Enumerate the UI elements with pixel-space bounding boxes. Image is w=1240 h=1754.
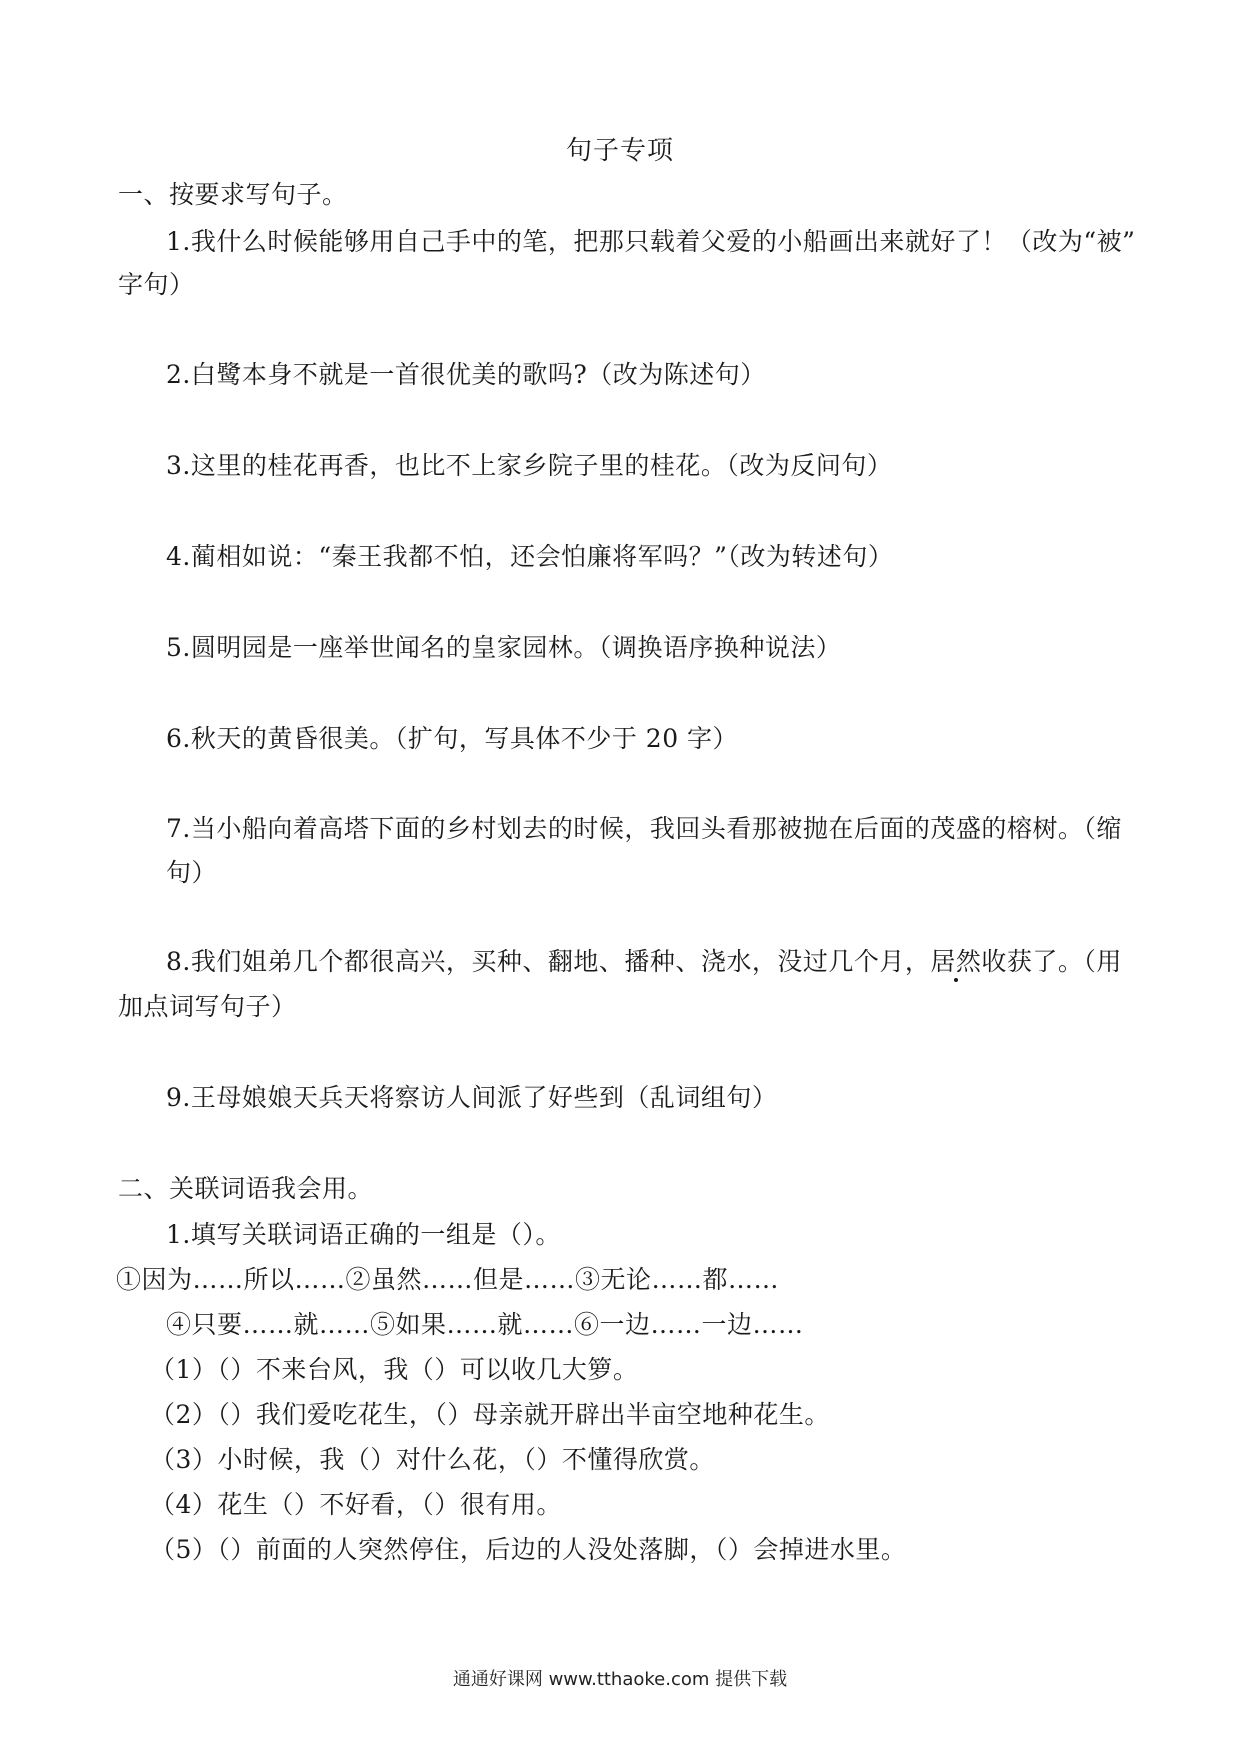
question-5: 5.圆明园是一座举世闻名的皇家园林。（调换语序换种说法） (166, 633, 842, 662)
question-8-text-pre: 8.我们姐弟几个都很高兴，买种、翻地、播种、浇水，没过几个月， (166, 947, 931, 976)
question-7-line-2: 句） (166, 858, 218, 887)
question-8-line-2: 加点词写句子） (118, 992, 297, 1021)
question-1-line-1: 1.我什么时候能够用自己手中的笔，把那只载着父爱的小船画出来就好了！（改为“被” (166, 227, 1136, 256)
question-2: 2.白鹭本身不就是一首很优美的歌吗?（改为陈述句） (166, 360, 766, 389)
question-9: 9.王母娘娘天兵天将察访人间派了好些到（乱词组句） (166, 1083, 778, 1112)
footer-credit: 通通好课网 www.tthaoke.com 提供下载 (452, 1669, 788, 1690)
page-title: 句子专项 (565, 136, 674, 166)
question-8-line-1 (166, 945, 1122, 979)
options-row-2: ④只要……就……⑤如果……就……⑥一边……一边…… (166, 1310, 804, 1339)
question-4: 4.蔺相如说：“秦王我都不怕，还会怕廉将军吗？”（改为转述句） (166, 542, 894, 571)
blank-item-5: （5）（）前面的人突然停住，后边的人没处落脚，（）会掉进水里。 (150, 1535, 907, 1564)
section-heading-1: 一、按要求写句子。 (118, 180, 348, 209)
question-1-line-2: 字句） (118, 270, 195, 299)
question-7-line-1: 7.当小船向着高塔下面的乡村划去的时候，我回头看那被抛在后面的茂盛的榕树。（缩 (166, 814, 1122, 843)
options-row-1: ①因为……所以……②虽然……但是……③无论……都…… (116, 1265, 780, 1294)
question-6: 6.秋天的黄昏很美。（扩句，写具体不少于 20 字） (166, 724, 739, 753)
question-8-text-post: 收获了。（用 (981, 947, 1122, 976)
section-2-question: 1.填写关联词语正确的一组是（）。 (166, 1220, 561, 1249)
question-3: 3.这里的桂花再香，也比不上家乡院子里的桂花。（改为反问句） (166, 451, 893, 480)
blank-item-3: （3）小时候，我（）对什么花，（）不懂得欣赏。 (150, 1445, 715, 1474)
section-heading-2: 二、关联词语我会用。 (118, 1174, 374, 1203)
blank-item-1: （1）（）不来台风，我（）可以收几大箩。 (150, 1355, 639, 1384)
blank-item-4: （4）花生（）不好看，（）很有用。 (150, 1490, 562, 1519)
blank-item-2: （2）（）我们爱吃花生，（）母亲就开辟出半亩空地种花生。 (150, 1400, 830, 1429)
dotted-word: 居然 (930, 947, 982, 976)
